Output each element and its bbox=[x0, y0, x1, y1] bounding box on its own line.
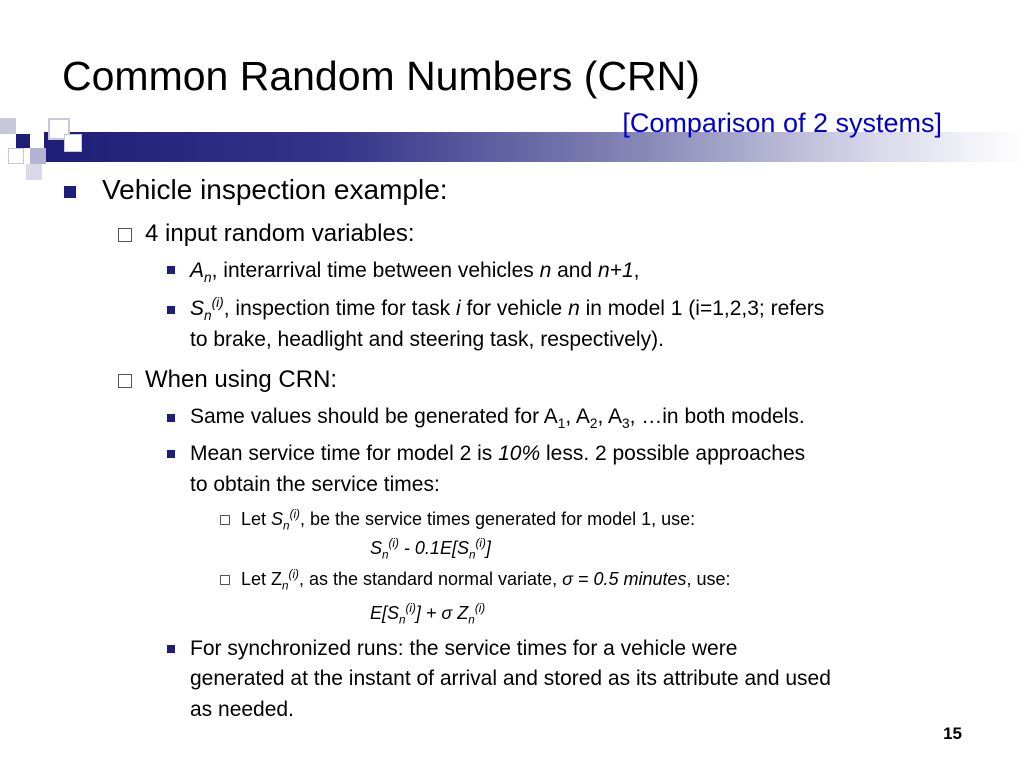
bullet-square-icon bbox=[167, 414, 175, 422]
bullet-mean-continuation: to obtain the service times: bbox=[190, 473, 440, 496]
slide-title: Common Random Numbers (CRN) bbox=[62, 53, 700, 99]
bullet-box-icon bbox=[118, 374, 132, 388]
decorative-square bbox=[64, 134, 82, 152]
bullet-square-icon bbox=[167, 450, 175, 458]
bullet-sn-continuation: to brake, headlight and steering task, respectively). bbox=[190, 328, 664, 351]
decorative-square bbox=[0, 118, 16, 134]
bullet-square-icon bbox=[167, 645, 175, 653]
decorative-square bbox=[26, 164, 42, 180]
decorative-square bbox=[8, 148, 24, 164]
decorative-square bbox=[16, 134, 30, 148]
bullet-box-icon bbox=[220, 575, 230, 585]
bullet-let-zn: Let $Z_n^{(i)}$, as the standard normal variate, σ = 0.5 minutes, use: bbox=[241, 568, 731, 593]
page-number: 15 bbox=[943, 724, 962, 743]
bullet-box-icon bbox=[220, 515, 230, 525]
bullet-mean-service-time: Mean service time for model 2 is 10% less. 2 possible approaches bbox=[190, 442, 806, 465]
bullet-sn-definition: $S_n^{(i)}$, inspection time for task i for vehicle n in model 1 (i=1,2,3; refers bbox=[190, 295, 825, 324]
bullet-synchronized-line2: generated at the instant of arrival and stored as its attribute and used bbox=[190, 667, 831, 690]
formula-es-plus-sigma: $E[S_n^{(i)}] + \sigma$ $Z_n^{(i)}$ bbox=[370, 602, 486, 627]
formula-sn-minus: $S_n^{(i)} - 0.1E[S_n^{(i)}]$ bbox=[370, 537, 491, 562]
bullet-when-using-crn: When using CRN: bbox=[145, 366, 338, 393]
bullet-let-sn: Let $S_n^{(i)}$, be the service times generated for model 1, use: bbox=[241, 508, 696, 533]
decorative-square bbox=[30, 148, 46, 164]
bullet-square-icon bbox=[64, 186, 76, 198]
bullet-vehicle-inspection: Vehicle inspection example: bbox=[102, 174, 448, 205]
slide-subtitle: [Comparison of 2 systems] bbox=[622, 108, 942, 138]
bullet-synchronized-runs: For synchronized runs: the service times for a vehicle were bbox=[190, 637, 738, 660]
bullet-synchronized-line3: as needed. bbox=[190, 698, 294, 721]
bullet-input-variables: 4 input random variables: bbox=[145, 220, 415, 247]
bullet-same-values: Same values should be generated for $A_1$, $A_2$, $A_3$, …in both models. bbox=[190, 405, 805, 432]
bullet-square-icon bbox=[167, 306, 175, 314]
bullet-an-definition: $A_n$, interarrival time between vehicles n and n+1, bbox=[190, 259, 640, 286]
bullet-box-icon bbox=[118, 228, 132, 242]
bullet-square-icon bbox=[167, 266, 175, 274]
